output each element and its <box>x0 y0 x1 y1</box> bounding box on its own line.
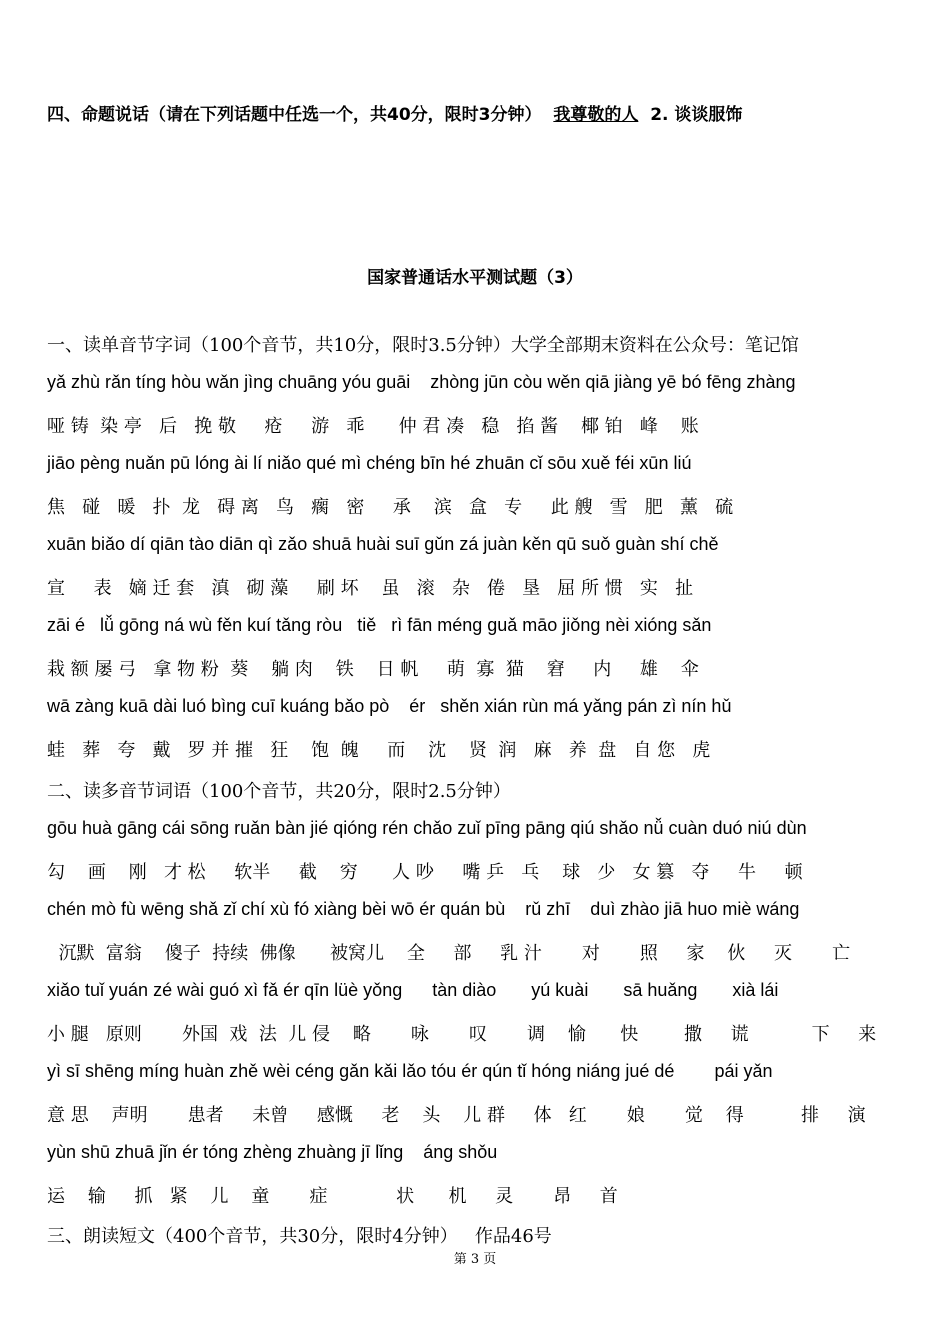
pinyin-row: yǎ zhù rǎn tíng hòu wǎn jìng chuāng yóu guāi zhòng jūn còu wěn qiā jiàng yē bó fēng zhàng <box>47 372 796 392</box>
hanzi-row: 蛙 葬 夸 戴 罗 并 摧 狂 饱 魄 而 沈 贤 润 麻 养 盘 自 您 虎 <box>47 740 711 761</box>
pinyin-row: chén mò fù wēng shǎ zǐ chí xù fó xiàng bèi wō ér quán bù rǔ zhī duì zhào jiā huo miè wáng <box>47 899 800 919</box>
test-title: 国家普通话水平测试题（3） <box>367 268 583 288</box>
pinyin-row: jiāo pèng nuǎn pū lóng ài lí niǎo qué mì chéng bīn hé zhuān cǐ sōu xuě féi xūn liú <box>47 453 692 473</box>
pinyin-row: yì sī shēng míng huàn zhě wèi céng gǎn kǎi lǎo tóu ér qún tǐ hóng niáng jué dé pái yǎn <box>47 1061 773 1081</box>
pinyin-row: gōu huà gāng cái sōng ruǎn bàn jié qióng rén chǎo zuǐ pīng pāng qiú shǎo nǚ cuàn duó niú dùn <box>47 818 807 838</box>
hanzi-row: 宣 表 嫡 迁 套 滇 砌 藻 刷 坏 虽 滚 杂 倦 垦 屈 所 惯 实 扯 <box>47 578 694 599</box>
pinyin-row: yùn shū zhuā jǐn ér tóng zhèng zhuàng jī lǐng áng shǒu <box>47 1142 498 1162</box>
section3-heading: 三、朗读短文（400个音节，共30分，限时4分钟） 作品46号 <box>47 1226 552 1247</box>
pinyin-row: xiǎo tuǐ yuán zé wài guó xì fǎ ér qīn lüè yǒng tàn diào yú kuài sā huǎng xià lái <box>47 980 779 1000</box>
section2-heading: 二、读多音节词语（100个音节，共20分，限时2.5分钟） <box>47 781 511 802</box>
page-number: 第 3 页 <box>453 1252 497 1267</box>
hanzi-row: 意 思 声明 患者 未曾 感慨 老 头 儿 群 体 红 娘 觉 得 排 演 <box>47 1105 866 1126</box>
topic-1: 我尊敬的人 <box>553 105 639 125</box>
pinyin-row: xuān biǎo dí qiān tào diān qì zǎo shuā huài suī gǔn zá juàn kěn qū suǒ guàn shí chě <box>47 534 719 554</box>
topic-2: 2. 谈谈服饰 <box>650 105 743 125</box>
hanzi-row: 勾 画 刚 才 松 软半 截 穷 人 吵 嘴 乒 乓 球 少 女 篡 夺 牛 顿 <box>47 862 803 883</box>
hanzi-row: 栽 额 屡 弓 拿 物 粉 葵 躺 肉 铁 日 帆 萌 寡 猫 窘 内 雄 伞 <box>47 659 699 680</box>
topic-section <box>47 100 742 125</box>
pinyin-row: zāi é lǚ gōng ná wù fěn kuí tǎng ròu tiě rì fān méng guǎ māo jiǒng nèi xióng sǎn <box>47 615 712 635</box>
section4-heading: 四、命题说话（请在下列话题中任选一个，共40分，限时3分钟） <box>47 105 542 125</box>
hanzi-row: 哑 铸 染 亭 后 挽 敬 疮 游 乖 仲 君 凑 稳 掐 酱 椰 铂 峰 账 <box>47 416 699 437</box>
pinyin-row: wā zàng kuā dài luó bìng cuī kuáng bǎo pò ér shěn xián rùn má yǎng pán zì nín hǔ <box>47 696 732 716</box>
hanzi-row: 沉默 富翁 傻子 持续 佛像 被窝儿 全 部 乳 汁 对 照 家 伙 灭 亡 <box>47 943 851 964</box>
section1-heading: 一、读单音节字词（100个音节，共10分，限时3.5分钟）大学全部期末资料在公众号：笔记馆 <box>47 335 799 356</box>
hanzi-row: 运 输 抓 紧 儿 童 症 状 机 灵 昂 首 <box>47 1186 618 1207</box>
hanzi-row: 焦 碰 暖 扑 龙 碍 离 鸟 瘸 密 承 滨 盒 专 此 艘 雪 肥 薰 硫 <box>47 497 734 518</box>
hanzi-row: 小 腿 原则 外国 戏 法 儿 侵 略 咏 叹 调 愉 快 撒 谎 下 来 <box>47 1024 877 1045</box>
